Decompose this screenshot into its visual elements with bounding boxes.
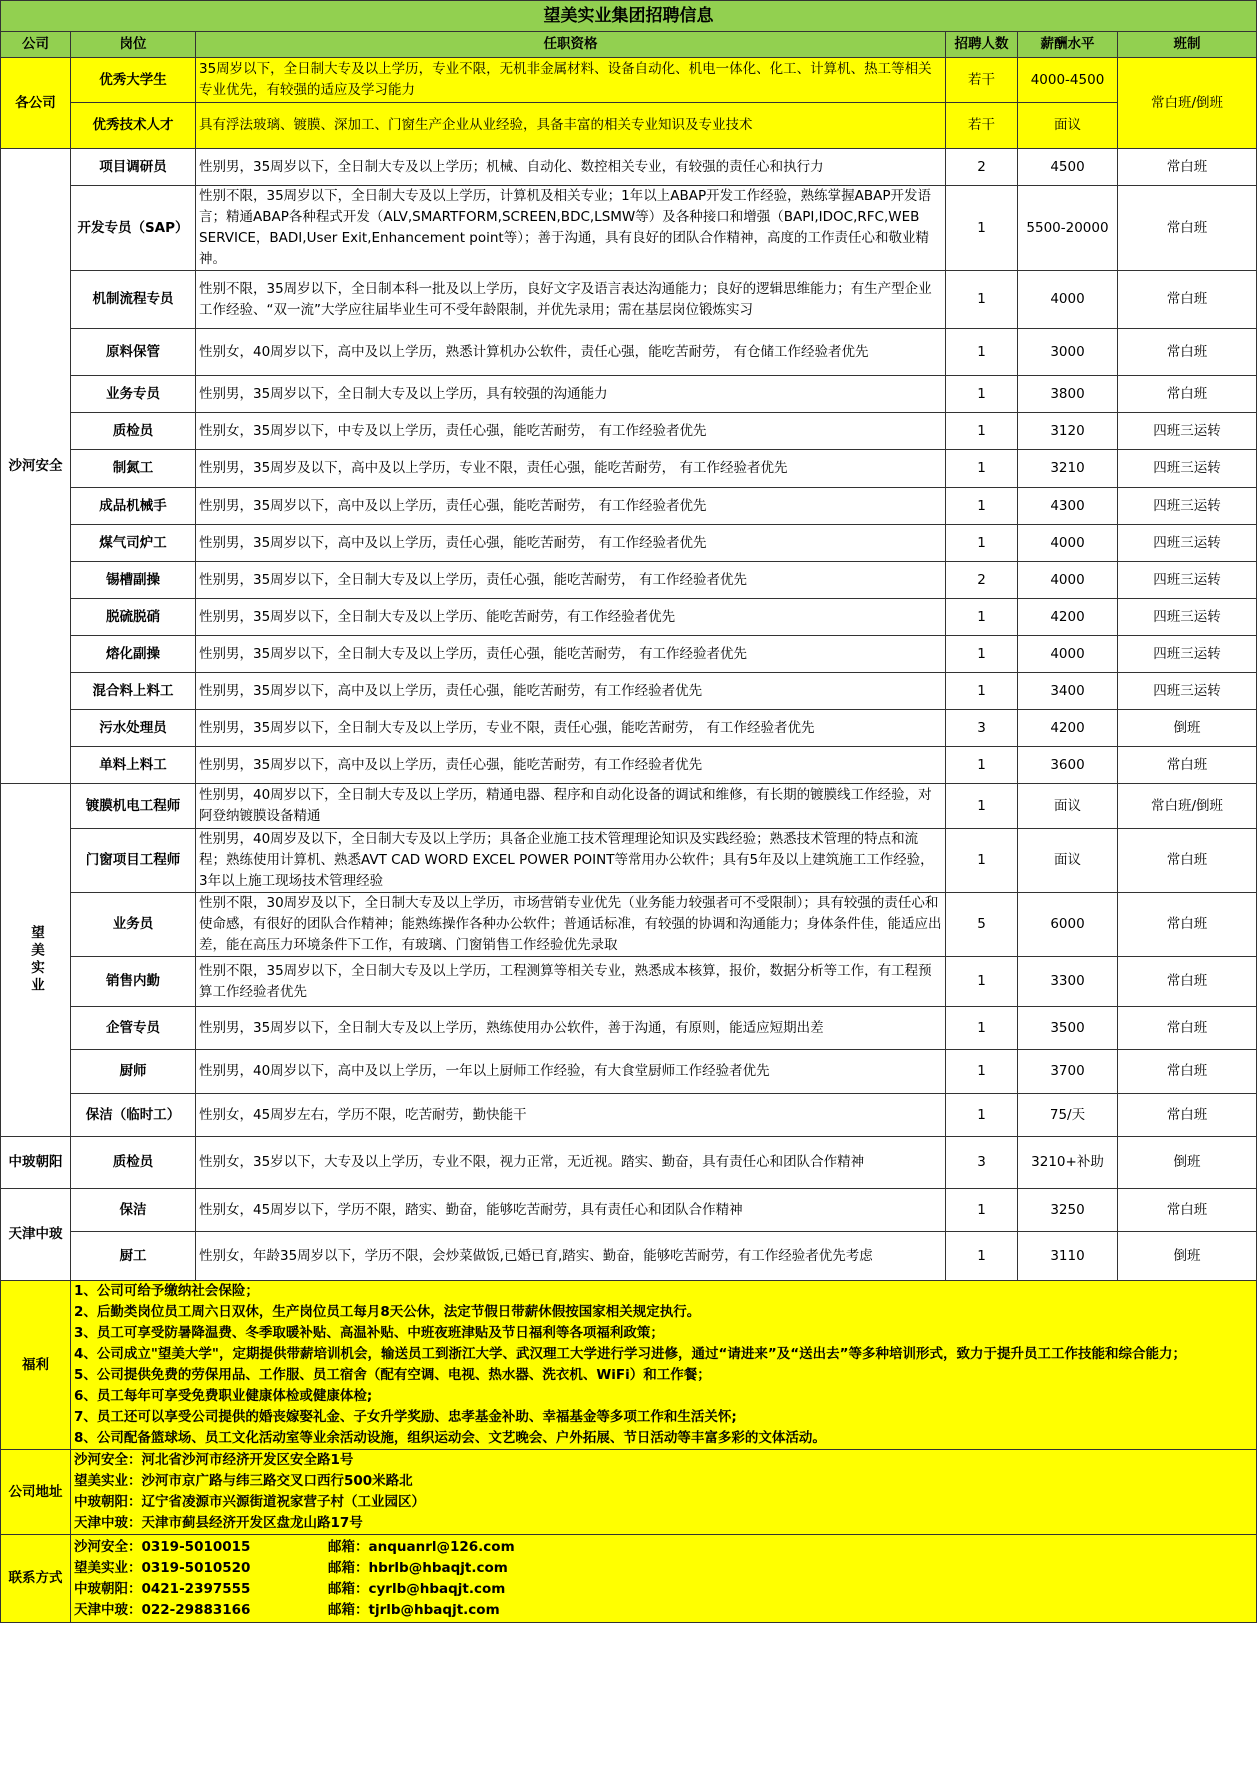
position-cell: 业务员: [71, 893, 196, 957]
salary-cell: 3400: [1018, 673, 1118, 710]
table-row: [1, 271, 1257, 329]
position-cell: 脱硫脱硝: [71, 599, 196, 636]
benefits-label: 福利: [1, 1281, 71, 1450]
count-cell: 1: [946, 1094, 1018, 1137]
shift-cell: 四班三运转: [1118, 488, 1257, 525]
position-cell: 销售内勤: [71, 957, 196, 1007]
contact-phone: 沙河安全：0319-5010015: [74, 1538, 251, 1555]
position-cell: 锡槽副操: [71, 562, 196, 599]
table-row: [1, 957, 1257, 1007]
table-row: [1, 673, 1257, 710]
table-row: [1, 488, 1257, 525]
company-name: 望美实业: [28, 925, 44, 995]
salary-cell: 3500: [1018, 1007, 1118, 1050]
address-body: [71, 1450, 1257, 1535]
contact-email: 邮箱：tjrlb@hbaqjt.com: [328, 1601, 500, 1618]
address-section: [1, 1450, 1257, 1535]
count-cell: 3: [946, 710, 1018, 747]
requirements-cell: 性别不限，35周岁以下，全日制大专及以上学历，计算机及相关专业；1年以上ABAP开发工作经验，熟练掌握ABAP开发语言；精通ABAP各种程式开发（ALV,SMARTFORM,SCREEN,BDC,LSMW等）及各种接口和增强（BAPI,IDOC,RFC,WEB SERVICE，BADI,User Exit,Enhancement point等）；善于沟通，具有良好的团队合作精神，高度的工作责任心和敬业精神。: [196, 186, 946, 271]
benefits-item: 4、公司成立"望美大学"，定期提供带薪培训机会，输送员工到浙江大学、武汉理工大学进行学习进修，通过“请进来”及“送出去”等多种培训形式，致力于提升员工工作技能和综合能力；: [74, 1346, 1186, 1362]
position-cell: 厨师: [71, 1050, 196, 1094]
requirements-cell: 性别不限，35周岁以下，全日制大专及以上学历，工程测算等相关专业，熟悉成本核算，报价，数据分析等工作，有工程预算工作经验者优先: [196, 957, 946, 1007]
shift-cell: 四班三运转: [1118, 636, 1257, 673]
count-cell: 1: [946, 376, 1018, 413]
table-row: [1, 1094, 1257, 1137]
requirements-cell: 性别女，45周岁以下，学历不限，踏实、勤奋，能够吃苦耐劳，具有责任心和团队合作精神: [196, 1189, 946, 1232]
col-header-position: 岗位: [71, 32, 196, 58]
salary-cell: 3210: [1018, 450, 1118, 488]
shift-cell: 常白班: [1118, 271, 1257, 329]
position-cell: 镀膜机电工程师: [71, 784, 196, 829]
shift-cell: 常白班: [1118, 149, 1257, 186]
salary-cell: 3800: [1018, 376, 1118, 413]
shift-cell: 常白班: [1118, 376, 1257, 413]
count-cell: 2: [946, 149, 1018, 186]
count-cell: 1: [946, 329, 1018, 376]
table-row: [1, 562, 1257, 599]
benefits-body: [71, 1281, 1257, 1450]
salary-cell: 3300: [1018, 957, 1118, 1007]
salary-cell: 面议: [1018, 784, 1118, 829]
count-cell: 1: [946, 1189, 1018, 1232]
company-cell: 沙河安全: [1, 149, 71, 784]
salary-cell: 4000-4500: [1018, 58, 1118, 103]
address-item: 天津中玻：天津市蓟县经济开发区盘龙山路17号: [74, 1515, 363, 1531]
position-cell: 业务专员: [71, 376, 196, 413]
requirements-cell: 35周岁以下，全日制大专及以上学历，专业不限，无机非金属材料、设备自动化、机电一体化、化工、计算机、热工等相关专业优先，有较强的适应及学习能力: [196, 58, 946, 103]
position-cell: 质检员: [71, 413, 196, 450]
salary-cell: 4000: [1018, 525, 1118, 562]
salary-cell: 4200: [1018, 710, 1118, 747]
position-cell: 门窗项目工程师: [71, 829, 196, 893]
position-cell: 成品机械手: [71, 488, 196, 525]
requirements-cell: 性别男，35周岁以下，全日制大专及以上学历，责任心强，能吃苦耐劳， 有工作经验者优先: [196, 636, 946, 673]
position-cell: 原料保管: [71, 329, 196, 376]
benefits-item: 2、后勤类岗位员工周六日双休，生产岗位员工每月8天公休，法定节假日带薪休假按国家相关规定执行。: [74, 1304, 701, 1320]
salary-cell: 4000: [1018, 636, 1118, 673]
requirements-cell: 性别男，35周岁以下，高中及以上学历，责任心强，能吃苦耐劳， 有工作经验者优先: [196, 525, 946, 562]
position-cell: 熔化副操: [71, 636, 196, 673]
table-row: [1, 893, 1257, 957]
salary-cell: 4000: [1018, 562, 1118, 599]
shift-cell: 倒班: [1118, 1232, 1257, 1281]
benefits-item: 8、公司配备篮球场、员工文化活动室等业余活动设施，组织运动会、文艺晚会、户外拓展、节日活动等丰富多彩的文体活动。: [74, 1430, 826, 1446]
contact-email: 邮箱：anquanrl@126.com: [328, 1538, 515, 1555]
position-cell: 项目调研员: [71, 149, 196, 186]
company-cell: 中玻朝阳: [1, 1137, 71, 1189]
table-row: [1, 329, 1257, 376]
position-cell: 制氮工: [71, 450, 196, 488]
address-item: 沙河安全：河北省沙河市经济开发区安全路1号: [74, 1452, 354, 1468]
col-header-shift: 班制: [1118, 32, 1257, 58]
contact-label: 联系方式: [1, 1535, 71, 1623]
position-cell: 混合料上料工: [71, 673, 196, 710]
table-row: [1, 829, 1257, 893]
shift-cell: 常白班: [1118, 1050, 1257, 1094]
table-row: [1, 525, 1257, 562]
contact-body: [71, 1535, 1257, 1623]
company-cell: 各公司: [1, 58, 71, 149]
requirements-cell: 性别男，35周岁以下，全日制大专及以上学历，专业不限，责任心强，能吃苦耐劳， 有工作经验者优先: [196, 710, 946, 747]
count-cell: 1: [946, 525, 1018, 562]
count-cell: 1: [946, 186, 1018, 271]
salary-cell: 3000: [1018, 329, 1118, 376]
table-row: [1, 1050, 1257, 1094]
position-cell: 保洁: [71, 1189, 196, 1232]
requirements-cell: 性别男，35周岁及以下，高中及以上学历，专业不限，责任心强，能吃苦耐劳， 有工作经验者优先: [196, 450, 946, 488]
benefits-section: [1, 1281, 1257, 1450]
shift-cell: 四班三运转: [1118, 450, 1257, 488]
position-cell: 单料上料工: [71, 747, 196, 784]
table-row: [1, 747, 1257, 784]
benefits-item: 7、员工还可以享受公司提供的婚丧嫁娶礼金、子女升学奖励、忠孝基金补助、幸福基金等多项工作和生活关怀;: [74, 1409, 737, 1425]
shift-cell: 四班三运转: [1118, 599, 1257, 636]
count-cell: 1: [946, 784, 1018, 829]
table-row: [1, 376, 1257, 413]
count-cell: 2: [946, 562, 1018, 599]
position-cell: 厨工: [71, 1232, 196, 1281]
requirements-cell: 性别不限，35周岁以下，全日制本科一批及以上学历，良好文字及语言表达沟通能力；良好的逻辑思维能力；有生产型企业工作经验、“双一流”大学应往届毕业生可不受年龄限制，并优先录用；需在基层岗位锻炼实习: [196, 271, 946, 329]
requirements-cell: 性别女，35周岁以下，中专及以上学历，责任心强，能吃苦耐劳， 有工作经验者优先: [196, 413, 946, 450]
requirements-cell: 性别男，35周岁以下，全日制大专及以上学历、能吃苦耐劳，有工作经验者优先: [196, 599, 946, 636]
count-cell: 1: [946, 488, 1018, 525]
shift-cell: 常白班/倒班: [1118, 58, 1257, 149]
salary-cell: 3110: [1018, 1232, 1118, 1281]
address-label: 公司地址: [1, 1450, 71, 1535]
requirements-cell: 性别男，40周岁及以下，全日制大专及以上学历；具备企业施工技术管理理论知识及实践经验；熟悉技术管理的特点和流程；熟练使用计算机、熟悉AVT CAD WORD EXCEL POWER POINT等常用办公软件；具有5年及以上建筑施工工作经验，3年以上施工现场技术管理经验: [196, 829, 946, 893]
count-cell: 1: [946, 1050, 1018, 1094]
table-row: [1, 784, 1257, 829]
salary-cell: 3120: [1018, 413, 1118, 450]
benefits-item: 3、员工可享受防暑降温费、冬季取暖补贴、高温补贴、中班夜班津贴及节日福利等各项福利政策；: [74, 1325, 664, 1341]
contact-phone: 望美实业：0319-5010520: [74, 1559, 251, 1576]
requirements-cell: 性别女，40周岁以下，高中及以上学历，熟悉计算机办公软件，责任心强，能吃苦耐劳， 有仓储工作经验者优先: [196, 329, 946, 376]
table-row: [1, 1137, 1257, 1189]
table-row: [1, 450, 1257, 488]
contact-item: [74, 1600, 1253, 1621]
title-row: [1, 1, 1257, 32]
requirements-cell: 性别男，35周岁以下，全日制大专及以上学历，熟练使用办公软件，善于沟通，有原则，能适应短期出差: [196, 1007, 946, 1050]
count-cell: 1: [946, 413, 1018, 450]
position-cell: 优秀大学生: [71, 58, 196, 103]
address-item: 中玻朝阳：辽宁省凌源市兴源街道祝家营子村（工业园区）: [74, 1494, 425, 1510]
shift-cell: 常白班: [1118, 893, 1257, 957]
table-row: [1, 58, 1257, 103]
requirements-cell: 性别男，35周岁以下，全日制大专及以上学历；机械、自动化、数控相关专业，有较强的责任心和执行力: [196, 149, 946, 186]
requirements-cell: 性别男，40周岁以下，全日制大专及以上学历，精通电器、程序和自动化设备的调试和维修，有长期的镀膜线工作经验，对阿登纳镀膜设备精通: [196, 784, 946, 829]
contact-phone: 中玻朝阳：0421-2397555: [74, 1580, 251, 1597]
shift-cell: 四班三运转: [1118, 673, 1257, 710]
contact-item: [74, 1537, 1253, 1558]
shift-cell: 四班三运转: [1118, 562, 1257, 599]
count-cell: 1: [946, 829, 1018, 893]
contact-email: 邮箱：cyrlb@hbaqjt.com: [328, 1580, 506, 1597]
requirements-cell: 性别男，35周岁以下，高中及以上学历，责任心强，能吃苦耐劳，有工作经验者优先: [196, 673, 946, 710]
benefits-item: 6、员工每年可享受免费职业健康体检或健康体检;: [74, 1388, 373, 1404]
shift-cell: 四班三运转: [1118, 413, 1257, 450]
count-cell: 1: [946, 1232, 1018, 1281]
table-row: [1, 710, 1257, 747]
requirements-cell: 性别不限，30周岁及以下，全日制大专及以上学历，市场营销专业优先（业务能力较强者可不受限制）；具有较强的责任心和使命感，有很好的团队合作精神；能熟练操作各种办公软件；普通话标准，有较强的协调和沟通能力；身体条件佳，能适应出差，能在高压力环境条件下工作，有玻璃、门窗销售工作经验优先录取: [196, 893, 946, 957]
count-cell: 若干: [946, 58, 1018, 103]
col-header-salary: 薪酬水平: [1018, 32, 1118, 58]
position-cell: 企管专员: [71, 1007, 196, 1050]
contact-email: 邮箱：hbrlb@hbaqjt.com: [328, 1559, 508, 1576]
position-cell: 污水处理员: [71, 710, 196, 747]
address-item: 望美实业：沙河市京广路与纬三路交叉口西行500米路北: [74, 1473, 413, 1489]
salary-cell: 3210+补助: [1018, 1137, 1118, 1189]
count-cell: 1: [946, 636, 1018, 673]
count-cell: 3: [946, 1137, 1018, 1189]
count-cell: 1: [946, 450, 1018, 488]
position-cell: 质检员: [71, 1137, 196, 1189]
shift-cell: 常白班: [1118, 747, 1257, 784]
col-header-company: 公司: [1, 32, 71, 58]
col-header-count: 招聘人数: [946, 32, 1018, 58]
contact-item: [74, 1579, 1253, 1600]
count-cell: 1: [946, 673, 1018, 710]
shift-cell: 倒班: [1118, 710, 1257, 747]
table-row: [1, 413, 1257, 450]
benefits-item: 1、公司可给予缴纳社会保险；: [74, 1283, 259, 1299]
shift-cell: 常白班: [1118, 1189, 1257, 1232]
salary-cell: 3600: [1018, 747, 1118, 784]
count-cell: 1: [946, 599, 1018, 636]
position-cell: 开发专员（SAP）: [71, 186, 196, 271]
position-cell: 煤气司炉工: [71, 525, 196, 562]
shift-cell: 常白班: [1118, 1007, 1257, 1050]
count-cell: 1: [946, 747, 1018, 784]
table-row: [1, 149, 1257, 186]
requirements-cell: 具有浮法玻璃、镀膜、深加工、门窗生产企业从业经验，具备丰富的相关专业知识及专业技术: [196, 103, 946, 149]
page-title: 望美实业集团招聘信息: [1, 1, 1257, 32]
table-row: [1, 599, 1257, 636]
position-cell: 机制流程专员: [71, 271, 196, 329]
count-cell: 5: [946, 893, 1018, 957]
shift-cell: 倒班: [1118, 1137, 1257, 1189]
shift-cell: 四班三运转: [1118, 525, 1257, 562]
shift-cell: 常白班: [1118, 829, 1257, 893]
shift-cell: 常白班/倒班: [1118, 784, 1257, 829]
requirements-cell: 性别男，40周岁以下，高中及以上学历，一年以上厨师工作经验，有大食堂厨师工作经验者优先: [196, 1050, 946, 1094]
shift-cell: 常白班: [1118, 186, 1257, 271]
salary-cell: 4300: [1018, 488, 1118, 525]
requirements-cell: 性别女，45周岁左右，学历不限，吃苦耐劳，勤快能干: [196, 1094, 946, 1137]
position-cell: 保洁（临时工）: [71, 1094, 196, 1137]
table-row: [1, 1232, 1257, 1281]
requirements-cell: 性别女，年龄35周岁以下，学历不限，会炒菜做饭,已婚已育,踏实、勤奋，能够吃苦耐劳，有工作经验者优先考虑: [196, 1232, 946, 1281]
shift-cell: 常白班: [1118, 1094, 1257, 1137]
requirements-cell: 性别女，35岁以下，大专及以上学历，专业不限，视力正常，无近视。踏实、勤奋，具有责任心和团队合作精神: [196, 1137, 946, 1189]
salary-cell: 4200: [1018, 599, 1118, 636]
contact-phone: 天津中玻：022-29883166: [74, 1601, 251, 1618]
count-cell: 1: [946, 957, 1018, 1007]
salary-cell: 3250: [1018, 1189, 1118, 1232]
count-cell: 1: [946, 271, 1018, 329]
col-header-requirements: 任职资格: [196, 32, 946, 58]
header-row: [1, 32, 1257, 58]
requirements-cell: 性别男，35周岁以下，高中及以上学历，责任心强，能吃苦耐劳，有工作经验者优先: [196, 747, 946, 784]
salary-cell: 5500-20000: [1018, 186, 1118, 271]
count-cell: 若干: [946, 103, 1018, 149]
salary-cell: 4000: [1018, 271, 1118, 329]
company-cell: 天津中玻: [1, 1189, 71, 1281]
table-row: [1, 636, 1257, 673]
salary-cell: 3700: [1018, 1050, 1118, 1094]
shift-cell: 常白班: [1118, 329, 1257, 376]
salary-cell: 面议: [1018, 829, 1118, 893]
table-row: [1, 1189, 1257, 1232]
position-cell: 优秀技术人才: [71, 103, 196, 149]
salary-cell: 4500: [1018, 149, 1118, 186]
requirements-cell: 性别男，35周岁以下，全日制大专及以上学历，责任心强，能吃苦耐劳， 有工作经验者优先: [196, 562, 946, 599]
company-cell: [1, 784, 71, 1137]
count-cell: 1: [946, 1007, 1018, 1050]
shift-cell: 常白班: [1118, 957, 1257, 1007]
table-row: [1, 103, 1257, 149]
contact-item: [74, 1558, 1253, 1579]
salary-cell: 6000: [1018, 893, 1118, 957]
table-row: [1, 1007, 1257, 1050]
requirements-cell: 性别男，35周岁以下，高中及以上学历，责任心强，能吃苦耐劳， 有工作经验者优先: [196, 488, 946, 525]
requirements-cell: 性别男，35周岁以下，全日制大专及以上学历，具有较强的沟通能力: [196, 376, 946, 413]
salary-cell: 面议: [1018, 103, 1118, 149]
salary-cell: 75/天: [1018, 1094, 1118, 1137]
benefits-item: 5、公司提供免费的劳保用品、工作服、员工宿舍（配有空调、电视、热水器、洗衣机、WiFi）和工作餐；: [74, 1367, 711, 1383]
table-row: [1, 186, 1257, 271]
contact-section: [1, 1535, 1257, 1623]
